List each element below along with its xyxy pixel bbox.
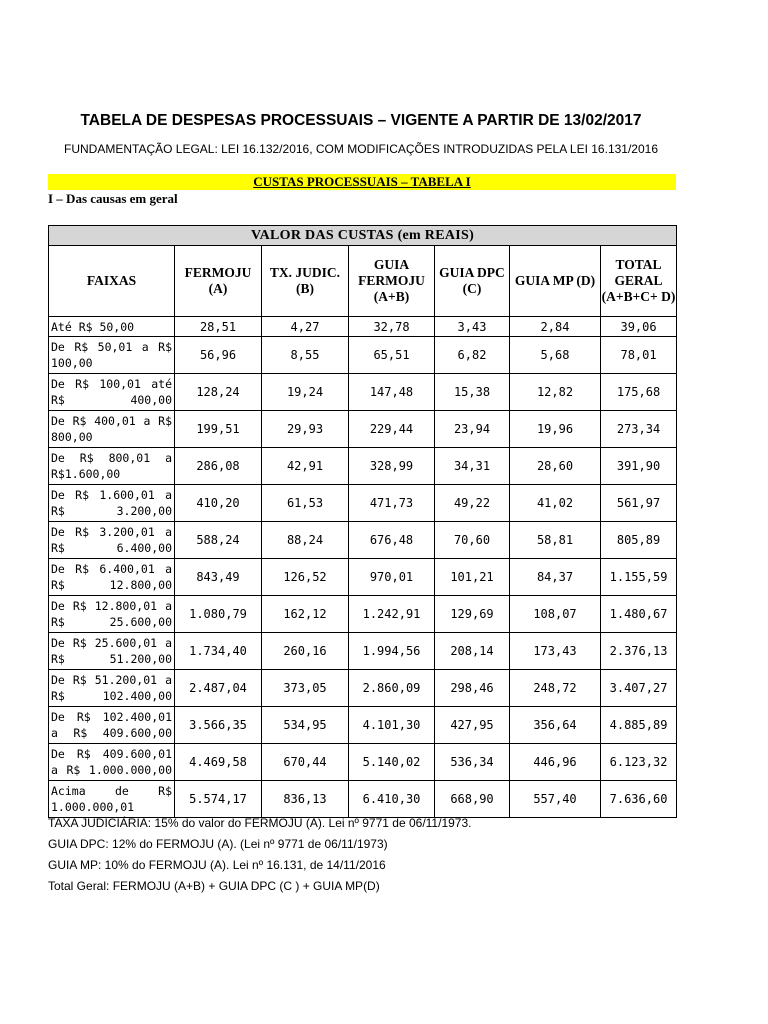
total-geral-value-cell: 1.480,67 (601, 596, 677, 633)
column-header-row (49, 246, 677, 317)
fermoju-value-cell: 1.080,79 (175, 596, 262, 633)
faixa-cell: De R$ 409.600,01 a R$ 1.000.000,00 (49, 744, 175, 781)
fermoju-value-cell: 286,08 (175, 448, 262, 485)
total-geral-value-cell: 1.155,59 (601, 559, 677, 596)
total-geral-value-cell: 391,90 (601, 448, 677, 485)
guia-fermoju-value-cell: 970,01 (349, 559, 435, 596)
fermoju-value-cell: 28,51 (175, 317, 262, 337)
tx-judic-value-cell: 61,53 (262, 485, 349, 522)
tx-judic-value-cell: 260,16 (262, 633, 349, 670)
guia-dpc-value-cell: 298,46 (435, 670, 510, 707)
total-geral-value-cell: 561,97 (601, 485, 677, 522)
tx-judic-value-cell: 29,93 (262, 411, 349, 448)
fermoju-value-cell: 128,24 (175, 374, 262, 411)
total-geral-value-cell: 4.885,89 (601, 707, 677, 744)
table-row (49, 522, 677, 559)
faixa-cell: De R$ 400,01 a R$ 800,00 (49, 411, 175, 448)
guia-dpc-value-cell: 536,34 (435, 744, 510, 781)
table-row (49, 707, 677, 744)
tx-judic-value-cell: 836,13 (262, 781, 349, 818)
fermoju-value-cell: 5.574,17 (175, 781, 262, 818)
faixa-cell: De R$ 25.600,01 a R$ 51.200,00 (49, 633, 175, 670)
guia-dpc-value-cell: 15,38 (435, 374, 510, 411)
costs-table (48, 225, 677, 818)
total-geral-value-cell: 175,68 (601, 374, 677, 411)
table-row (49, 781, 677, 818)
notes (48, 814, 471, 895)
guia-mp-value-cell: 12,82 (510, 374, 601, 411)
note-line: GUIA MP: 10% do FERMOJU (A). Lei nº 16.131, de 14/11/2016 (48, 858, 386, 872)
total-geral-value-cell: 273,34 (601, 411, 677, 448)
guia-mp-value-cell: 557,40 (510, 781, 601, 818)
fermoju-value-cell: 4.469,58 (175, 744, 262, 781)
table-row (49, 670, 677, 707)
tx-judic-value-cell: 162,12 (262, 596, 349, 633)
guia-mp-value-cell: 84,37 (510, 559, 601, 596)
note-line: GUIA DPC: 12% do FERMOJU (A). (Lei nº 9771 de 06/11/1973) (48, 837, 388, 851)
table-row (49, 317, 677, 337)
guia-mp-value-cell: 108,07 (510, 596, 601, 633)
tx-judic-value-cell: 88,24 (262, 522, 349, 559)
section-subtitle: I – Das causas em geral (48, 191, 178, 206)
fermoju-value-cell: 2.487,04 (175, 670, 262, 707)
table-row (49, 411, 677, 448)
guia-fermoju-value-cell: 229,44 (349, 411, 435, 448)
section-title-band (48, 174, 676, 190)
guia-dpc-value-cell: 427,95 (435, 707, 510, 744)
tx-judic-value-cell: 126,52 (262, 559, 349, 596)
faixa-cell: Até R$ 50,00 (49, 317, 175, 337)
guia-dpc-value-cell: 49,22 (435, 485, 510, 522)
guia-fermoju-value-cell: 6.410,30 (349, 781, 435, 818)
total-geral-value-cell: 805,89 (601, 522, 677, 559)
guia-dpc-value-cell: 70,60 (435, 522, 510, 559)
faixa-cell: De R$ 51.200,01 a R$ 102.400,00 (49, 670, 175, 707)
faixa-cell: De R$ 800,01 a R$1.600,00 (49, 448, 175, 485)
total-geral-value-cell: 2.376,13 (601, 633, 677, 670)
faixa-cell: De R$ 12.800,01 a R$ 25.600,00 (49, 596, 175, 633)
col-guia-mp-header: GUIA MP (D) (510, 246, 601, 317)
guia-dpc-value-cell: 208,14 (435, 633, 510, 670)
total-geral-value-cell: 39,06 (601, 317, 677, 337)
guia-dpc-value-cell: 34,31 (435, 448, 510, 485)
fermoju-value-cell: 3.566,35 (175, 707, 262, 744)
guia-mp-value-cell: 41,02 (510, 485, 601, 522)
fermoju-value-cell: 1.734,40 (175, 633, 262, 670)
guia-mp-value-cell: 5,68 (510, 337, 601, 374)
guia-fermoju-value-cell: 2.860,09 (349, 670, 435, 707)
table-body (49, 317, 677, 818)
col-faixas-header: FAIXAS (49, 246, 175, 317)
faixa-cell: De R$ 100,01 até R$ 400,00 (49, 374, 175, 411)
table-row (49, 374, 677, 411)
guia-fermoju-value-cell: 328,99 (349, 448, 435, 485)
guia-dpc-value-cell: 6,82 (435, 337, 510, 374)
guia-mp-value-cell: 2,84 (510, 317, 601, 337)
guia-fermoju-value-cell: 1.994,56 (349, 633, 435, 670)
note-line: TAXA JUDICIÁRIA: 15% do valor do FERMOJU (A). Lei nº 9771 de 06/11/1973. (48, 816, 472, 830)
col-guia-dpc-header: GUIA DPC (C) (435, 246, 510, 317)
table-row (49, 633, 677, 670)
faixa-cell: De R$ 102.400,01 a R$ 409.600,00 (49, 707, 175, 744)
col-tx-judic-header: TX. JUDIC. (B) (262, 246, 349, 317)
fermoju-value-cell: 56,96 (175, 337, 262, 374)
tx-judic-value-cell: 534,95 (262, 707, 349, 744)
fermoju-value-cell: 843,49 (175, 559, 262, 596)
col-fermoju-header: FERMOJU (A) (175, 246, 262, 317)
total-geral-value-cell: 7.636,60 (601, 781, 677, 818)
guia-mp-value-cell: 173,43 (510, 633, 601, 670)
guia-fermoju-value-cell: 676,48 (349, 522, 435, 559)
table-row (49, 596, 677, 633)
table-row (49, 559, 677, 596)
guia-mp-value-cell: 356,64 (510, 707, 601, 744)
table-caption: VALOR DAS CUSTAS (em REAIS) (49, 226, 677, 246)
legal-basis: FUNDAMENTAÇÃO LEGAL: LEI 16.132/2016, COM MODIFICAÇÕES INTRODUZIDAS PELA LEI 16.131/2016 (64, 142, 658, 156)
guia-dpc-value-cell: 101,21 (435, 559, 510, 596)
tx-judic-value-cell: 373,05 (262, 670, 349, 707)
fermoju-value-cell: 199,51 (175, 411, 262, 448)
guia-mp-value-cell: 446,96 (510, 744, 601, 781)
guia-mp-value-cell: 19,96 (510, 411, 601, 448)
guia-fermoju-value-cell: 147,48 (349, 374, 435, 411)
tx-judic-value-cell: 670,44 (262, 744, 349, 781)
faixa-cell: Acima de R$ 1.000.000,01 (49, 781, 175, 818)
guia-dpc-value-cell: 3,43 (435, 317, 510, 337)
guia-fermoju-value-cell: 65,51 (349, 337, 435, 374)
col-guia-fermoju-header: GUIA FERMOJU (A+B) (349, 246, 435, 317)
fermoju-value-cell: 588,24 (175, 522, 262, 559)
note-line: Total Geral: FERMOJU (A+B) + GUIA DPC (C ) + GUIA MP(D) (48, 879, 380, 893)
table-row (49, 337, 677, 374)
faixa-cell: De R$ 6.400,01 a R$ 12.800,00 (49, 559, 175, 596)
faixa-cell: De R$ 1.600,01 a R$ 3.200,00 (49, 485, 175, 522)
table-row (49, 485, 677, 522)
tx-judic-value-cell: 19,24 (262, 374, 349, 411)
tx-judic-value-cell: 8,55 (262, 337, 349, 374)
guia-fermoju-value-cell: 32,78 (349, 317, 435, 337)
guia-fermoju-value-cell: 471,73 (349, 485, 435, 522)
guia-fermoju-value-cell: 5.140,02 (349, 744, 435, 781)
col-total-geral-header: TOTAL GERAL (A+B+C+ D) (601, 246, 677, 317)
total-geral-value-cell: 6.123,32 (601, 744, 677, 781)
faixa-cell: De R$ 3.200,01 a R$ 6.400,00 (49, 522, 175, 559)
guia-mp-value-cell: 28,60 (510, 448, 601, 485)
total-geral-value-cell: 3.407,27 (601, 670, 677, 707)
section-title: CUSTAS PROCESSUAIS – TABELA I (253, 174, 471, 189)
guia-dpc-value-cell: 129,69 (435, 596, 510, 633)
faixa-cell: De R$ 50,01 a R$ 100,00 (49, 337, 175, 374)
guia-dpc-value-cell: 668,90 (435, 781, 510, 818)
tx-judic-value-cell: 42,91 (262, 448, 349, 485)
guia-fermoju-value-cell: 1.242,91 (349, 596, 435, 633)
total-geral-value-cell: 78,01 (601, 337, 677, 374)
tx-judic-value-cell: 4,27 (262, 317, 349, 337)
table-row (49, 744, 677, 781)
guia-mp-value-cell: 248,72 (510, 670, 601, 707)
guia-dpc-value-cell: 23,94 (435, 411, 510, 448)
table-row (49, 448, 677, 485)
guia-mp-value-cell: 58,81 (510, 522, 601, 559)
fermoju-value-cell: 410,20 (175, 485, 262, 522)
page-title: TABELA DE DESPESAS PROCESSUAIS – VIGENTE A PARTIR DE 13/02/2017 (80, 112, 642, 129)
guia-fermoju-value-cell: 4.101,30 (349, 707, 435, 744)
